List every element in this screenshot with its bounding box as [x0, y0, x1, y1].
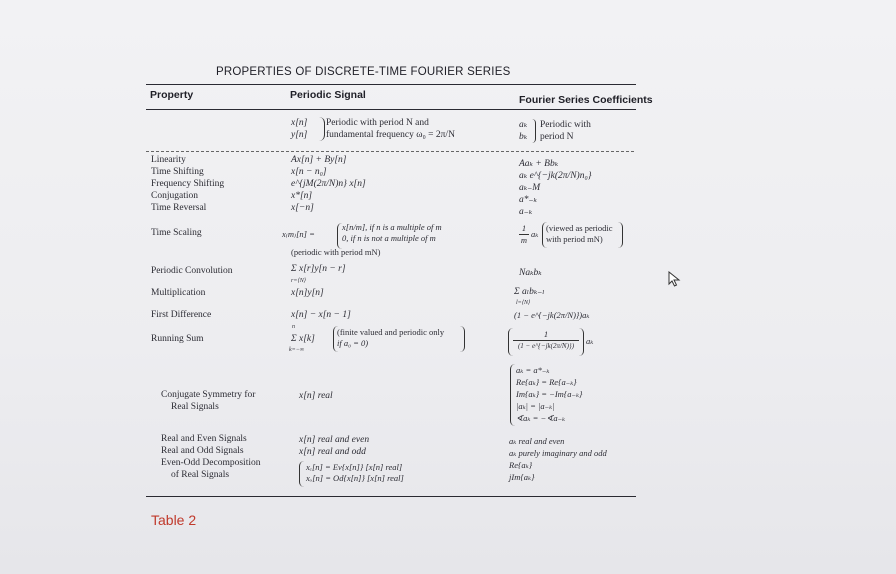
running-sum-coef-paren-right [579, 328, 584, 356]
top-rule [146, 84, 636, 85]
group1-properties [151, 154, 224, 214]
time-scaling-coef-a: aₖ [531, 229, 539, 239]
real-even-odd-properties [161, 433, 260, 481]
real-even-odd-coefficients [509, 436, 607, 484]
coef-conjugation: a*₋ₖ [519, 195, 537, 205]
signal-running-sum-sup: n [292, 324, 295, 330]
preamble-signal-description: Periodic with period N and fundamental frequency ω₀ = 2π/N [326, 118, 455, 140]
header-property: Property [150, 89, 194, 101]
group1-signals [291, 154, 366, 214]
signal-odd-part: xₒ[n] = Od{x[n]} [x[n] real] [306, 473, 404, 483]
signal-time-reversal: x[−n] [291, 203, 314, 213]
mouse-pointer-icon [668, 271, 682, 292]
running-sum-paren-right [460, 326, 465, 352]
coef-periodic-convolution: Naₖbₖ [519, 268, 542, 278]
coef-even-part: Re{aₖ} [509, 460, 533, 470]
signal-decomposition [306, 462, 404, 484]
coef-multiplication: Σ aₗbₖ₋ₗ [514, 287, 545, 297]
coef-real-odd: aₖ purely imaginary and odd [509, 448, 607, 458]
signal-frequency-shifting: e^{jM(2π/N)n} x[n] [291, 179, 366, 189]
prop-time-reversal: Time Reversal [151, 203, 207, 213]
coef-time-reversal: a₋ₖ [519, 207, 533, 217]
signal-periodic-convolution: Σ x[r]y[n − r] [291, 264, 346, 274]
header-rule [146, 109, 636, 110]
prop-conjugate-symmetry: Conjugate Symmetry for Real Signals [161, 390, 256, 412]
signal-time-shifting: x[n − n₀] [291, 167, 327, 177]
prop-linearity: Linearity [151, 155, 186, 165]
group1-coefficients [519, 158, 592, 218]
signal-conjugate-symmetry: x[n] real [299, 391, 333, 401]
dashed-separator [146, 151, 634, 152]
signal-multiplication: x[n]y[n] [291, 288, 324, 298]
preamble-brace [318, 117, 325, 141]
coef-odd-part: jIm{aₖ} [509, 472, 535, 482]
signal-running-sum: Σ x[k] [291, 334, 315, 344]
prop-multiplication: Multiplication [151, 288, 206, 298]
preamble-coefs: aₖ bₖ [519, 120, 528, 142]
signal-first-difference: x[n] − x[n − 1] [291, 310, 351, 320]
prop-real-even: Real and Even Signals [161, 434, 247, 444]
coef-multiplication-sub: l=⟨N⟩ [516, 300, 531, 306]
time-scaling-coef-fraction: 1 m [520, 223, 528, 245]
time-scaling-coef-note: (viewed as periodic with period mN) [546, 223, 613, 244]
table-label: Table 2 [151, 512, 197, 528]
prop-frequency-shifting: Frequency Shifting [151, 179, 225, 189]
prop-real-odd: Real and Odd Signals [161, 446, 244, 456]
time-scaling-case1: x[n/m], if n is a multiple of m [342, 222, 442, 232]
prop-first-difference: First Difference [151, 310, 212, 320]
header-periodic-signal: Periodic Signal [290, 89, 366, 101]
signal-linearity: Ax[n] + By[n] [291, 155, 347, 165]
conjugate-symmetry-brace [510, 364, 515, 426]
coef-first-difference: (1 − e^{−jk(2π/N)})aₖ [514, 310, 590, 320]
signal-periodic-convolution-sub: r=⟨N⟩ [291, 278, 307, 284]
running-sum-coef-a: aₖ [586, 336, 594, 346]
signal-even-part: xₑ[n] = Ev{x[n]} [x[n] real] [306, 462, 403, 472]
table-title: PROPERTIES OF DISCRETE-TIME FOURIER SERIES [216, 66, 511, 78]
prop-even-odd-decomposition: Even-Odd Decomposition [161, 458, 261, 468]
time-scaling-cases [342, 222, 442, 244]
signal-running-sum-sub: k=−∞ [289, 347, 305, 353]
time-scaling-coef-paren-right [618, 222, 623, 248]
real-even-odd-signals [299, 434, 369, 458]
coef-time-shifting: aₖ e^{−jk(2π/N)n₀} [519, 171, 592, 181]
prop-time-scaling: Time Scaling [151, 228, 202, 238]
signal-real-odd: x[n] real and odd [299, 447, 366, 457]
running-sum-note: (finite valued and periodic only if a₀ = 0) [337, 327, 445, 348]
prop-periodic-convolution: Periodic Convolution [151, 266, 233, 276]
coef-linearity: Aaₖ + Bbₖ [519, 159, 559, 169]
coef-conjugate-symmetry: aₖ = a*₋ₖ Re{aₖ} = Re{a₋ₖ} Im{aₖ} = −Im{a₋ₖ} |aₖ| = |a₋ₖ| ∢aₖ = −∢a₋ₖ [516, 365, 583, 423]
preamble-coef-brace [532, 119, 536, 143]
signal-conjugation: x*[n] [291, 191, 313, 201]
coef-real-even: aₖ real and even [509, 436, 565, 446]
preamble-coef-description: Periodic with period N [540, 120, 591, 142]
header-fourier-coefficients: Fourier Series Coefficients [519, 94, 653, 106]
running-sum-coef-fraction: 1 (1 − e^{−jk(2π/N)}) [513, 329, 579, 352]
prop-conjugation: Conjugation [151, 191, 198, 201]
decomposition-brace [299, 461, 304, 487]
prop-time-shifting: Time Shifting [151, 167, 204, 177]
time-scaling-case2: 0, if n is not a multiple of m [342, 233, 436, 243]
prop-running-sum: Running Sum [151, 334, 204, 344]
time-scaling-note: (periodic with period mN) [291, 247, 381, 257]
coef-frequency-shifting: aₖ₋M [519, 183, 541, 193]
bottom-rule [146, 496, 636, 497]
preamble-signals: x[n] y[n] [291, 118, 308, 140]
time-scaling-lhs: x₍m₎[n] = [282, 229, 315, 239]
prop-of-real-signals: of Real Signals [171, 470, 230, 480]
signal-real-even: x[n] real and even [299, 435, 370, 445]
